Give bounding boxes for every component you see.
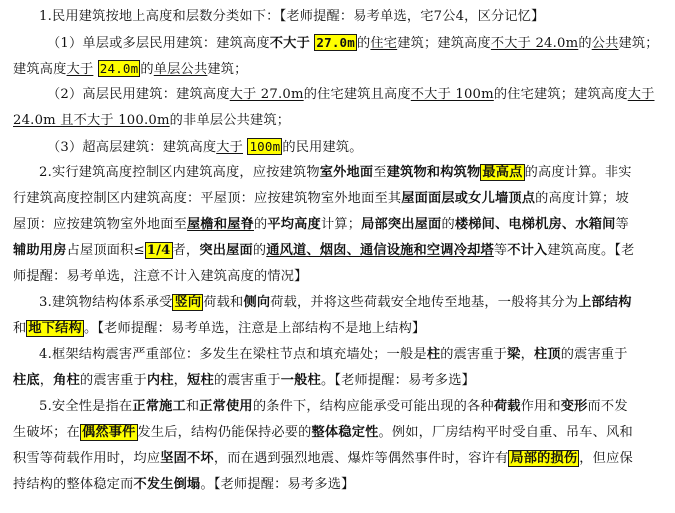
text-run: 屋面面层或女儿墙顶点 — [401, 191, 536, 206]
paragraph-5-line-2 — [13, 420, 667, 446]
text-run: 柱顶 — [533, 347, 561, 362]
text-run: 建筑高度。【老 — [547, 243, 635, 258]
text-run: 单层公共 — [153, 62, 208, 77]
text-run: 师提醒：易考单选，注意不计入建筑高度的情况】 — [13, 269, 308, 284]
text-run: 荷载 — [493, 399, 521, 414]
paragraph-3-line-2 — [13, 316, 667, 342]
paragraph-4-line-1 — [13, 342, 667, 368]
paragraph-1-item-2-line-1 — [13, 82, 667, 108]
paragraph-5-line-1 — [13, 394, 667, 420]
highlight-vertical: 竖向 — [174, 295, 202, 310]
text-run: 和 — [13, 321, 27, 336]
text-run: 住宅 — [370, 36, 398, 51]
text-run: 的 — [578, 36, 592, 51]
text-run: 而不发 — [587, 399, 628, 414]
text-run: 的住宅建筑；建筑高度 — [493, 87, 628, 102]
paragraph-2-line-5 — [13, 264, 667, 290]
text-run: 的 — [140, 62, 154, 77]
text-run: 室外地面 — [319, 165, 374, 180]
text-run: 不大于 100m — [410, 87, 494, 102]
text-run: 等 — [493, 243, 508, 258]
paragraph-1-item-1-line-2 — [13, 56, 667, 82]
text-run: 坚固不坏 — [160, 451, 214, 466]
text-run: 荷载，并将这些荷载安全地传至地基，一般将其分为 — [270, 295, 579, 310]
text-run: 角柱 — [53, 373, 80, 388]
paragraph-5-line-4 — [13, 472, 667, 498]
text-run: 至 — [373, 165, 387, 180]
paragraph-3-line-1 — [13, 290, 667, 316]
text-run: 的震害重于 — [213, 373, 281, 388]
text-run: 荷载和 — [203, 295, 244, 310]
paragraph-2-line-1 — [13, 160, 667, 186]
text-run: 不计入 — [507, 243, 548, 258]
text-run: 辅助用房 — [13, 243, 67, 258]
text-run: 生破坏；在 — [13, 425, 80, 440]
text-run: 一般柱 — [280, 373, 321, 388]
text-run: 等 — [615, 217, 629, 232]
text-run: 建筑高度 — [13, 62, 67, 77]
highlight-100m: 100m — [249, 139, 281, 154]
highlight-one-quarter: 1/4 — [146, 243, 171, 258]
highlight-highest-point: 最高点 — [482, 165, 523, 180]
text-run: 上部结构 — [578, 295, 632, 310]
text-run: 5.安全性是指在 — [39, 399, 133, 414]
text-run: ， — [39, 373, 54, 388]
paragraph-1-item-2-line-2 — [13, 108, 667, 134]
text-run: 的 — [253, 217, 268, 232]
text-run: 屋顶：应按建筑物室外地面至 — [13, 217, 188, 232]
text-run: 大于 — [627, 87, 655, 102]
text-run: ，而在遇到强烈地震、爆炸等偶然事件时，容许有 — [213, 451, 509, 466]
text-run: 计算； — [320, 217, 362, 232]
paragraph-1-heading — [13, 4, 667, 30]
text-run: 变形 — [560, 399, 588, 414]
text-run: 的震害重于 — [79, 373, 147, 388]
text-run: 侧向 — [243, 295, 271, 310]
paragraph-2-line-2 — [13, 186, 667, 212]
text-run: 平均高度 — [267, 217, 321, 232]
text-run: 。【老师提醒：易考多选】 — [320, 373, 476, 388]
text-run: ， — [173, 373, 188, 388]
text-run: 3.建筑物结构体系承受 — [39, 295, 173, 310]
text-run: （2）高层民用建筑：建筑高度 — [47, 87, 230, 102]
text-run: 的住宅建筑且高度 — [303, 87, 411, 102]
text-run: 突出屋面 — [199, 243, 253, 258]
text-run: （3）超高层建筑：建筑高度 — [47, 140, 217, 155]
text-run: 发生后，结构仍能保持必要的 — [137, 425, 312, 440]
text-run: 梁 — [507, 347, 521, 362]
text-run: 大于 — [216, 140, 244, 155]
text-run: 和 — [185, 399, 200, 414]
text-run: 的非单层公共建筑； — [169, 113, 291, 128]
text-run: 楼梯间、电梯机房、水箱间 — [454, 217, 616, 232]
text-run: 2.实行建筑高度控制区内建筑高度，应按建筑物 — [39, 165, 320, 180]
highlight-underground-structure: 地下结构 — [28, 321, 82, 336]
text-run: 的高度计算。非实 — [524, 165, 632, 180]
text-run: 者， — [172, 243, 200, 258]
text-run: 。【老师提醒：易考单选，注意是上部结构不是地上结构】 — [83, 321, 426, 336]
text-run: 大于 27.0m — [229, 87, 304, 102]
text-run: 的 — [441, 217, 455, 232]
text-run: 的条件下，结构应能承受可能出现的各种 — [252, 399, 494, 414]
text-run: 的高度计算；坡 — [535, 191, 629, 206]
paragraph-1-item-1-line-1 — [13, 30, 667, 56]
text-run: 4.框架结构震害严重部位：多发生在梁柱节点和填充墙处；一般是 — [39, 347, 427, 362]
text-run: 屋檐和屋脊 — [187, 217, 254, 232]
text-run: ， — [520, 347, 534, 362]
paragraph-5-line-3 — [13, 446, 667, 472]
text-run: 公共 — [591, 36, 619, 51]
text-run: （1）单层或多层民用建筑：建筑高度 — [47, 36, 270, 51]
text-run: 。【老师提醒：易考多选】 — [200, 477, 355, 492]
text-run: 占屋顶面积≤ — [66, 243, 145, 258]
text-run: 整体稳定性 — [311, 425, 379, 440]
text-run: 行建筑高度控制区内建筑高度：平屋顶：应按建筑物室外地面至其 — [13, 191, 402, 206]
text-run: ，但应保 — [579, 451, 633, 466]
text-run: 短柱 — [187, 373, 214, 388]
paragraph-1-item-3 — [13, 134, 667, 160]
highlight-27m: 27.0m — [316, 35, 356, 50]
text-run: 建筑； — [618, 36, 659, 51]
highlight-accidental-event: 偶然事件 — [81, 425, 136, 440]
text-run: 柱 — [426, 347, 441, 362]
text-run: 的震害重于 — [560, 347, 628, 362]
text-run: 持结构的整体稳定而 — [13, 477, 134, 492]
text-run: 通风道、烟囱、通信设施和空调冷却塔 — [266, 243, 494, 258]
text-run: 建筑； — [207, 62, 248, 77]
text-run: 作用和 — [520, 399, 561, 414]
text-run: 正常施工 — [132, 399, 186, 414]
text-run: 内柱 — [146, 373, 174, 388]
highlight-24m: 24.0m — [99, 61, 139, 76]
text-run: 的 — [357, 36, 371, 51]
text-run: 的震害重于 — [440, 347, 508, 362]
paragraph-2-line-3 — [13, 212, 667, 238]
highlight-local-damage: 局部的损伤 — [510, 451, 578, 466]
text-run: 24.0m 且不大于 100.0m — [13, 113, 170, 128]
text-run: 建筑物和构筑物 — [386, 165, 481, 180]
text-run: 。例如，厂房结构平时受自重、吊车、风和 — [378, 425, 633, 440]
text-run: 积雪等荷载作用时，均应 — [13, 451, 161, 466]
text-run: 建筑；建筑高度 — [397, 36, 491, 51]
text-run: 的民用建筑。 — [282, 140, 363, 155]
paragraph-4-line-2 — [13, 368, 667, 394]
text-run: 的 — [252, 243, 267, 258]
text-run: 柱底 — [13, 373, 40, 388]
text-run: 1.民用建筑按地上高度和层数分类如下：【老师提醒：易考单选，宅7公4，区分记忆】 — [39, 9, 545, 24]
text-run: 不大于 24.0m — [490, 36, 579, 51]
text-run: 不发生倒塌 — [133, 477, 201, 492]
paragraph-2-line-4 — [13, 238, 667, 264]
text-run: 局部突出屋面 — [361, 217, 442, 232]
text-run: 正常使用 — [199, 399, 253, 414]
text-run: 不大于 — [269, 36, 310, 51]
text-run: 大于 — [66, 62, 94, 77]
